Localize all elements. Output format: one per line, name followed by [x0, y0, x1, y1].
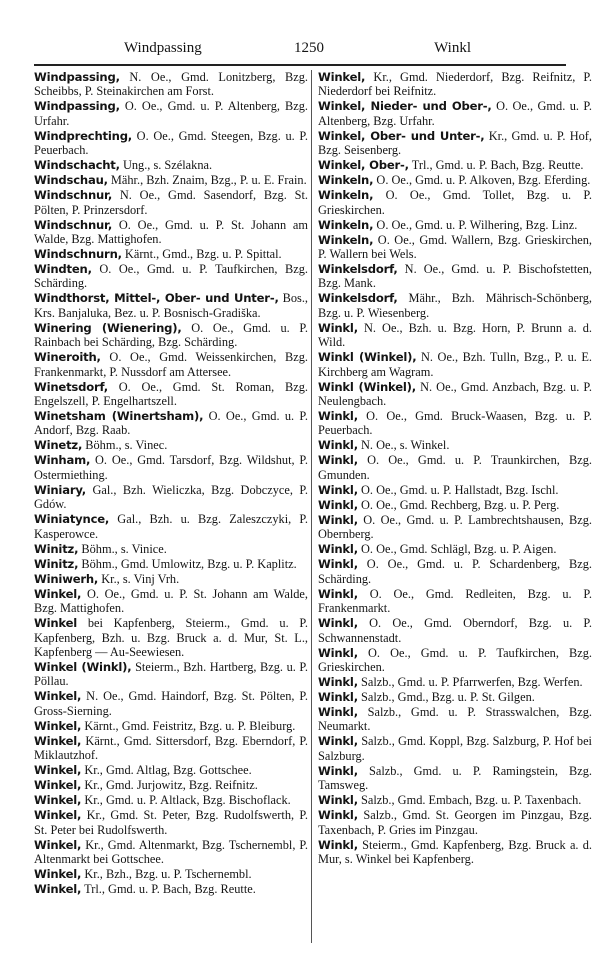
entry-description: Steierm., Gmd. Kapfenberg, Bzg. Bruck a. d. Mur, s. Winkel bei Kapfenberg. — [318, 837, 593, 866]
entry-headword: Winiwerh, — [34, 571, 99, 586]
gazetteer-entry — [318, 557, 592, 586]
gazetteer-entry — [34, 321, 308, 350]
gazetteer-entry — [318, 808, 592, 837]
gazetteer-entry — [34, 882, 308, 896]
entry-headword: Windschau, — [34, 173, 108, 188]
gazetteer-entry — [318, 453, 592, 482]
gazetteer-entry — [34, 350, 308, 379]
entry-description: Kr., Gmd. u. P. Hof, Bzg. Seisenberg. — [318, 128, 592, 158]
gazetteer-entry — [318, 409, 592, 438]
entry-headword: Winkel, — [34, 586, 82, 601]
entry-description: Kr., Gmd. u. P. Altlack, Bzg. Bischoflack. — [84, 793, 291, 808]
entry-headword: Winkel, — [34, 763, 82, 778]
gazetteer-entry — [318, 438, 592, 452]
gazetteer-entry — [34, 660, 308, 689]
entry-headword: Windprechting, — [34, 128, 132, 143]
entry-description: O. Oe., Gmd. u. P. Andorf, Bzg. Raab. — [34, 409, 308, 438]
entry-headword: Winkl, — [318, 674, 358, 689]
gazetteer-entry — [318, 129, 592, 158]
gazetteer-entry — [34, 262, 308, 291]
entry-description: Salzb., Gmd. Koppl, Bzg. Salzburg, P. Hof bei Salzburg. — [318, 734, 592, 763]
entry-headword: Winkl, — [318, 645, 358, 660]
entry-description: N. Oe., Gmd. u. P. Bischofstetten, Bzg. Mank. — [318, 262, 592, 291]
entry-headword: Winitz, — [34, 541, 79, 556]
column-divider — [311, 70, 312, 943]
gazetteer-entry — [318, 483, 592, 497]
entry-description: N. Oe., Bzh. Tulln, Bzg., P. u. E. Kirchberg am Wagram. — [318, 350, 592, 379]
entry-headword: Winkelsdorf, — [318, 262, 398, 277]
gazetteer-entry — [34, 188, 308, 217]
entry-headword: Winkel, — [34, 881, 82, 896]
entry-headword: Windpassing, — [34, 70, 120, 84]
gazetteer-entry — [318, 188, 592, 217]
entry-headword: Winkel, — [34, 837, 82, 852]
entry-headword: Winkl, — [318, 453, 358, 468]
entry-description: N. Oe., Gmd. Sasendorf, Bzg. St. Pölten, P. Prinzersdorf. — [34, 188, 308, 217]
entry-description: O. Oe., Gmd. St. Roman, Bzg. Engelszell, P. Engelhartszell. — [34, 379, 308, 409]
gazetteer-entry — [318, 158, 592, 172]
gazetteer-entry — [34, 512, 308, 541]
entry-description: Steierm., Bzh. Hartberg, Bzg. u. P. Pöllau. — [34, 659, 308, 689]
entry-headword: Winkl, — [318, 763, 358, 778]
entry-description: Salzb., Gmd. u. P. Pfarrwerfen, Bzg. Werfen. — [361, 674, 583, 689]
gazetteer-entry — [318, 513, 592, 542]
entry-description: Kr., Gmd. Jurjowitz, Bzg. Reifnitz. — [84, 778, 258, 793]
gazetteer-entry — [34, 838, 308, 867]
entry-headword: Winkel, — [34, 718, 82, 733]
entry-headword: Winkl, — [318, 542, 358, 557]
gazetteer-entry — [318, 173, 592, 187]
entry-description: N. Oe., Gmd. Haindorf, Bzg. St. Pölten, P. Gross-Sierning. — [34, 689, 308, 718]
entry-headword: Winkel, Ober- und Unter-, — [318, 128, 485, 143]
entry-headword: Winkl, — [318, 409, 358, 424]
entry-description: O. Oe., Gmd. Steegen, Bzg. u. P. Peuerbach. — [34, 128, 308, 158]
gazetteer-entry — [34, 218, 308, 247]
entry-headword: Winkel, — [318, 70, 366, 84]
entry-headword: Windten, — [34, 262, 92, 277]
entry-description: O. Oe., Gmd. u. P. Hallstadt, Bzg. Ischl. — [361, 482, 559, 497]
gazetteer-entry — [318, 380, 592, 409]
entry-headword: Windschnur, — [34, 188, 113, 203]
entry-description: Trl., Gmd. u. P. Bach, Bzg. Reutte. — [84, 881, 256, 896]
entry-headword: Windschacht, — [34, 158, 120, 173]
entry-headword: Winkelsdorf, — [318, 291, 398, 306]
gazetteer-entry — [318, 99, 592, 128]
gazetteer-entry — [34, 99, 308, 128]
gazetteer-entry — [34, 542, 308, 556]
entry-headword: Winkel, — [34, 808, 82, 823]
entry-headword: Winkl, — [318, 689, 358, 704]
entry-headword: Winetz, — [34, 438, 83, 453]
entry-description: Salzb., Gmd. u. P. Strasswalchen, Bzg. Neumarkt. — [318, 704, 592, 734]
entry-description: Trl., Gmd. u. P. Bach, Bzg. Reutte. — [411, 158, 584, 173]
entry-description: N. Oe., Bzh. u. Bzg. Horn, P. Brunn a. d. Wild. — [318, 320, 592, 350]
entry-headword: Winkel, — [34, 733, 82, 748]
entry-description: O. Oe., Gmd. Oberndorf, Bzg. u. P. Schwannenstadt. — [318, 616, 592, 645]
running-header — [34, 40, 566, 62]
entry-headword: Windpassing, — [34, 99, 120, 114]
gazetteer-entry — [34, 438, 308, 452]
entry-description: Kärnt., Gmd. Feistritz, Bzg. u. P. Bleiburg. — [84, 718, 296, 733]
gazetteer-entry — [34, 808, 308, 837]
entry-description: O. Oe., Gmd. u. P. St. Johann am Walde, Bzg. Mattighofen. — [34, 217, 308, 247]
entry-description: Ung., s. Szélakna. — [122, 158, 213, 173]
gazetteer-entry — [34, 409, 308, 438]
header-rule — [34, 64, 566, 66]
entry-description: O. Oe., Gmd. Tarsdorf, Bzg. Wildshut, P. Ostermiething. — [34, 453, 308, 482]
entry-headword: Winkel, — [34, 866, 82, 881]
entry-description: Böhm., s. Vinec. — [85, 438, 168, 453]
entry-headword: Winkl, — [318, 704, 358, 719]
entry-description: O. Oe., Gmd. Rechberg, Bzg. u. P. Perg. — [361, 497, 560, 512]
entry-description: O. Oe., Gmd. u. P. Altenberg, Bzg. Urfahr. — [34, 99, 308, 128]
entry-headword: Winkeln, — [318, 188, 374, 203]
entry-description: O. Oe., Gmd. u. P. Taufkirchen, Bzg. Grieskirchen. — [318, 645, 592, 674]
entry-headword: Windthorst, Mittel-, Ober- und Unter-, — [34, 291, 279, 306]
gazetteer-entry — [34, 572, 308, 586]
entry-headword: Winkl (Winkel), — [318, 350, 417, 365]
gazetteer-entry — [34, 793, 308, 807]
gazetteer-entry — [318, 705, 592, 734]
entry-description: O. Oe., Gmd. u. P. Schardenberg, Bzg. Schärding. — [318, 557, 592, 586]
entry-description: O. Oe., Gmd. Weissenkirchen, Bzg. Frankenmarkt, P. Nussdorf am Attersee. — [34, 350, 308, 379]
entry-headword: Winkl, — [318, 837, 358, 852]
entry-headword: Winkl, — [318, 793, 358, 808]
gazetteer-entry — [34, 734, 308, 763]
entry-headword: Winkl, — [318, 557, 358, 572]
entry-description: O. Oe., Gmd. u. P. Altenberg, Bzg. Urfahr. — [318, 99, 592, 128]
entry-headword: Winkel, — [34, 778, 82, 793]
gazetteer-entry — [318, 218, 592, 232]
right-column — [318, 70, 592, 867]
entry-headword: Winkel, — [34, 689, 82, 704]
entry-description: Mähr., Bzh. Mährisch-Schönberg, Bzg. u. P. Wiesenberg. — [318, 291, 592, 320]
gazetteer-entry — [34, 247, 308, 261]
gazetteer-entry — [318, 587, 592, 616]
entry-headword: Winkl, — [318, 808, 358, 823]
entry-description: Kärnt., Gmd. Sittersdorf, Bzg. Eberndorf, P. Miklautzhof. — [34, 733, 308, 763]
entry-headword: Winkl, — [318, 438, 358, 453]
gazetteer-entry — [318, 233, 592, 262]
entry-description: N. Oe., Gmd. Anzbach, Bzg. u. P. Neulengbach. — [318, 379, 593, 409]
gazetteer-entry — [318, 793, 592, 807]
entry-description: Salzb., Gmd., Bzg. u. P. St. Gilgen. — [361, 689, 535, 704]
entry-description: Kr., Bzh., Bzg. u. P. Tschernembl. — [84, 866, 252, 881]
gazetteer-entry — [318, 291, 592, 320]
left-column — [34, 70, 308, 897]
entry-description: Kr., Gmd. St. Peter, Bzg. Rudolfswerth, P. St. Peter bei Rudolfswerth. — [34, 808, 308, 837]
gazetteer-entry — [318, 262, 592, 291]
entry-headword: Wineroith, — [34, 350, 101, 365]
gazetteer-entry — [318, 498, 592, 512]
entry-headword: Winkeln, — [318, 217, 374, 232]
gazetteer-entry — [318, 542, 592, 556]
gazetteer-entry — [34, 763, 308, 777]
entry-description: O. Oe., Gmd. Schlägl, Bzg. u. P. Aigen. — [361, 542, 557, 557]
gazetteer-entry — [318, 690, 592, 704]
entry-description: Böhm., s. Vinice. — [81, 541, 167, 556]
entry-description: Kr., Gmd. Altenmarkt, Bzg. Tschernembl, P. Altenmarkt bei Gottschee. — [34, 837, 308, 866]
gazetteer-entry — [34, 689, 308, 718]
entry-headword: Winkl, — [318, 734, 358, 749]
entry-headword: Winering (Wienering), — [34, 320, 182, 335]
entry-headword: Windschnurn, — [34, 247, 122, 262]
entry-headword: Winkeln, — [318, 173, 374, 188]
entry-description: O. Oe., Gmd. u. P. St. Johann am Walde, Bzg. Mattighofen. — [34, 586, 308, 616]
header-right-keyword: Winkl — [434, 40, 471, 56]
entry-headword: Winitz, — [34, 556, 79, 571]
gazetteer-entry — [318, 646, 592, 675]
gazetteer-entry — [34, 719, 308, 733]
gazetteer-entry — [34, 129, 308, 158]
gazetteer-entry — [318, 764, 592, 793]
entry-description: Kr., s. Vinj Vrh. — [101, 571, 180, 586]
entry-description: Kr., Gmd. Altlag, Bzg. Gottschee. — [84, 763, 252, 778]
gazetteer-entry — [34, 291, 308, 320]
entry-description: Kärnt., Gmd., Bzg. u. P. Spittal. — [124, 247, 282, 262]
entry-headword: Winkl, — [318, 497, 358, 512]
entry-description: Böhm., Gmd. Umlowitz, Bzg. u. P. Kaplitz. — [81, 556, 297, 571]
entry-description: O. Oe., Gmd. u. P. Traunkirchen, Bzg. Gmunden. — [318, 453, 592, 482]
gazetteer-entry — [318, 616, 592, 645]
entry-description: Salzb., Gmd. St. Georgen im Pinzgau, Bzg. Taxenbach, P. Gries im Pinzgau. — [318, 808, 592, 837]
entry-description: Salzb., Gmd. u. P. Ramingstein, Bzg. Tamsweg. — [318, 763, 592, 793]
entry-headword: Winkl (Winkel), — [318, 379, 416, 394]
gazetteer-entry — [34, 453, 308, 482]
entry-description: Gal., Bzh. Wieliczka, Bzg. Dobczyce, P. Gdów. — [34, 482, 308, 512]
entry-headword: Winkel — [34, 616, 78, 631]
entry-headword: Winkl, — [318, 616, 358, 631]
gazetteer-entry — [34, 616, 308, 659]
entry-headword: Winkl, — [318, 586, 358, 601]
gazetteer-entry — [318, 675, 592, 689]
entry-headword: Winkl, — [318, 320, 358, 335]
gazetteer-entry — [318, 838, 592, 867]
entry-headword: Winiary, — [34, 482, 86, 497]
entry-headword: Windschnur, — [34, 217, 113, 232]
entry-headword: Winetsham (Winertsham), — [34, 409, 204, 424]
entry-description: O. Oe., Gmd. u. P. Rainbach bei Schärding, Bzg. Schärding. — [34, 320, 308, 350]
entry-headword: Winkel, — [34, 793, 82, 808]
gazetteer-entry — [318, 321, 592, 350]
entry-headword: Winkl, — [318, 482, 358, 497]
entry-headword: Winiatynce, — [34, 512, 110, 527]
entry-description: N. Oe., s. Winkel. — [361, 438, 450, 453]
entry-headword: Winkl, — [318, 512, 358, 527]
gazetteer-entry — [318, 350, 592, 379]
entry-description: O. Oe., Gmd. u. P. Alkoven, Bzg. Eferding. — [376, 173, 591, 188]
entry-description: O. Oe., Gmd. u. P. Wilhering, Bzg. Linz. — [376, 217, 578, 232]
entry-description: Mähr., Bzh. Znaim, Bzg., P. u. E. Frain. — [110, 173, 307, 188]
gazetteer-entry — [34, 587, 308, 616]
page-number: 1250 — [294, 40, 324, 56]
gazetteer-entry — [34, 70, 308, 99]
entry-description: O. Oe., Gmd. Tollet, Bzg. u. P. Grieskirchen. — [318, 188, 592, 217]
entry-description: O. Oe., Gmd. Wallern, Bzg. Grieskirchen, P. Wallern bei Wels. — [318, 232, 592, 262]
entry-description: Bos., Krs. Banjaluka, Bez. u. P. Bosnisch-Gradiška. — [34, 291, 308, 320]
entry-headword: Winkeln, — [318, 232, 374, 247]
gazetteer-entry — [318, 70, 592, 99]
entry-description: Kr., Gmd. Niederdorf, Bzg. Reifnitz, P. Niederdorf bei Reifnitz. — [318, 70, 592, 99]
header-left-keyword: Windpassing — [124, 40, 202, 56]
gazetteer-entry — [34, 158, 308, 172]
entry-headword: Winham, — [34, 453, 91, 468]
entry-headword: Winkel, Nieder- und Ober-, — [318, 99, 492, 114]
gazetteer-entry — [34, 778, 308, 792]
entry-headword: Winkel, Ober-, — [318, 158, 409, 173]
entry-headword: Winkel (Winkl), — [34, 659, 132, 674]
gazetteer-entry — [34, 867, 308, 881]
entry-headword: Winetsdorf, — [34, 379, 108, 394]
gazetteer-entry — [34, 557, 308, 571]
entry-description: Salzb., Gmd. Embach, Bzg. u. P. Taxenbach. — [361, 793, 582, 808]
gazetteer-entry — [34, 380, 308, 409]
gazetteer-entry — [34, 173, 308, 187]
entry-description: O. Oe., Gmd. Bruck-Waasen, Bzg. u. P. Peuerbach. — [318, 409, 592, 438]
entry-description: O. Oe., Gmd. Redleiten, Bzg. u. P. Frankenmarkt. — [318, 586, 592, 616]
entry-description: N. Oe., Gmd. Lonitzberg, Bzg. Scheibbs, P. Steinakirchen am Forst. — [34, 70, 308, 99]
entry-description: O. Oe., Gmd. u. P. Taufkirchen, Bzg. Schärding. — [34, 262, 308, 291]
entry-description: Gal., Bzh. u. Bzg. Zaleszczyki, P. Kasperowce. — [34, 512, 308, 541]
gazetteer-entry — [318, 734, 592, 763]
gazetteer-entry — [34, 483, 308, 512]
entry-description: O. Oe., Gmd. u. P. Lambrechtshausen, Bzg. Obernberg. — [318, 512, 593, 542]
entry-description: bei Kapfenberg, Steierm., Gmd. u. P. Kapfenberg, Bzh. u. Bzg. Bruck a. d. Mur, St. L., Kapfenberg — Au-Seewiesen. — [34, 616, 308, 659]
